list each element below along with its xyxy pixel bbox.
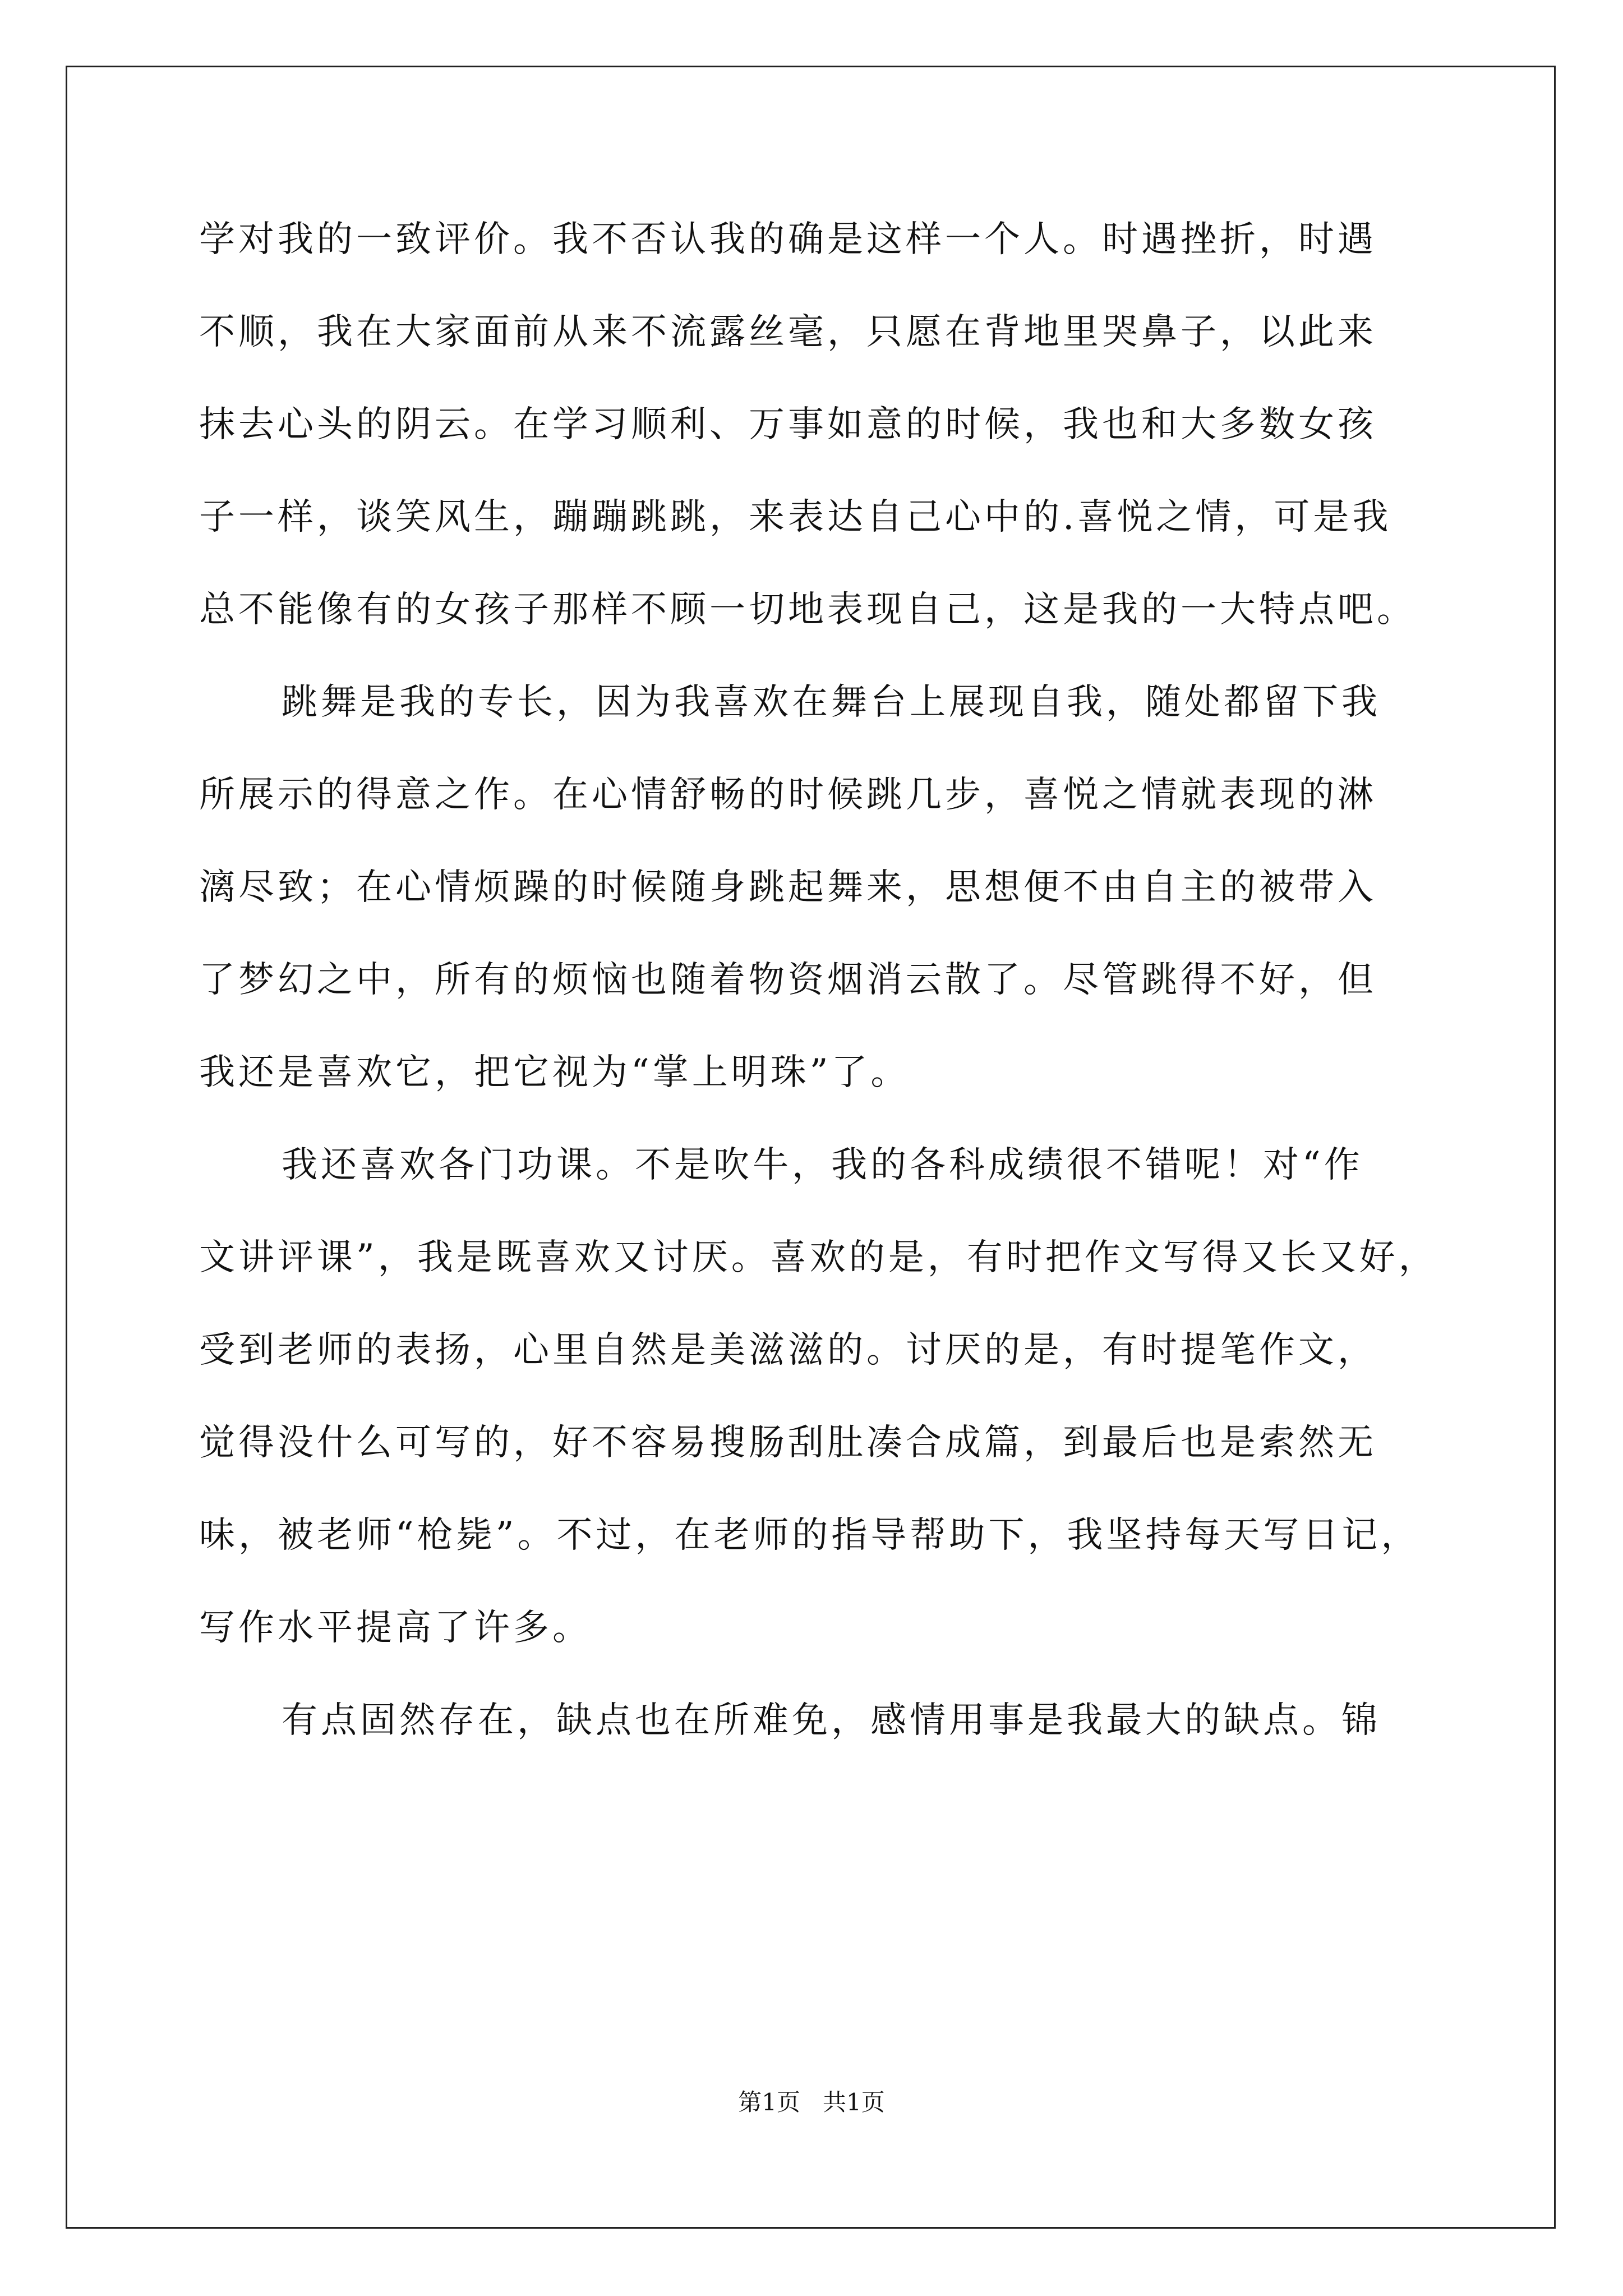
- text-line: 所展示的得意之作。在心情舒畅的时候跳几步，喜悦之情就表现的淋: [199, 774, 1377, 816]
- text-line: 觉得没什么可写的，好不容易搜肠刮肚凑合成篇，到最后也是索然无: [199, 1422, 1377, 1464]
- paragraph-first-line: 我还喜欢各门功课。不是吹牛，我的各科成绩很不错呢！对“作: [282, 1144, 1363, 1186]
- text-line: 了梦幻之中，所有的烦恼也随着物资烟消云散了。尽管跳得不好，但: [199, 959, 1377, 1001]
- text-line: 受到老师的表扬，心里自然是美滋滋的。讨厌的是，有时提笔作文，: [199, 1329, 1377, 1371]
- text-line: 总不能像有的女孩子那样不顾一切地表现自己，这是我的一大特点吧。: [199, 589, 1416, 631]
- text-line: 漓尽致；在心情烦躁的时候随身跳起舞来，思想便不由自主的被带入: [199, 867, 1377, 908]
- page-footer: [0, 2086, 1623, 2119]
- page-number: 第1页: [738, 2088, 800, 2116]
- document-body: [199, 194, 1438, 1767]
- text-line: 不顺，我在大家面前从来不流露丝毫，只愿在背地里哭鼻子，以此来: [199, 311, 1377, 353]
- page-total: 共1页: [823, 2088, 885, 2116]
- paragraph-first-line: 跳舞是我的专长，因为我喜欢在舞台上展现自我，随处都留下我: [282, 682, 1381, 723]
- text-line: 我还是喜欢它，把它视为“掌上明珠”了。: [199, 1052, 910, 1093]
- text-line: 味，被老师“枪毙”。不过，在老师的指导帮助下，我坚持每天写日记，: [199, 1515, 1421, 1556]
- text-line: 子一样，谈笑风生，蹦蹦跳跳，来表达自己心中的.喜悦之情，可是我: [199, 496, 1392, 538]
- text-line: 抹去心头的阴云。在学习顺利、万事如意的时候，我也和大多数女孩: [199, 404, 1377, 445]
- text-line: 写作水平提高了许多。: [199, 1607, 592, 1649]
- text-line: 学对我的一致评价。我不否认我的确是这样一个人。时遇挫折，时遇: [199, 219, 1377, 260]
- text-line: 文讲评课”，我是既喜欢又讨厌。喜欢的是，有时把作文写得又长又好，: [199, 1237, 1438, 1278]
- paragraph-first-line: 有点固然存在，缺点也在所难免，感情用事是我最大的缺点。锦: [282, 1700, 1381, 1741]
